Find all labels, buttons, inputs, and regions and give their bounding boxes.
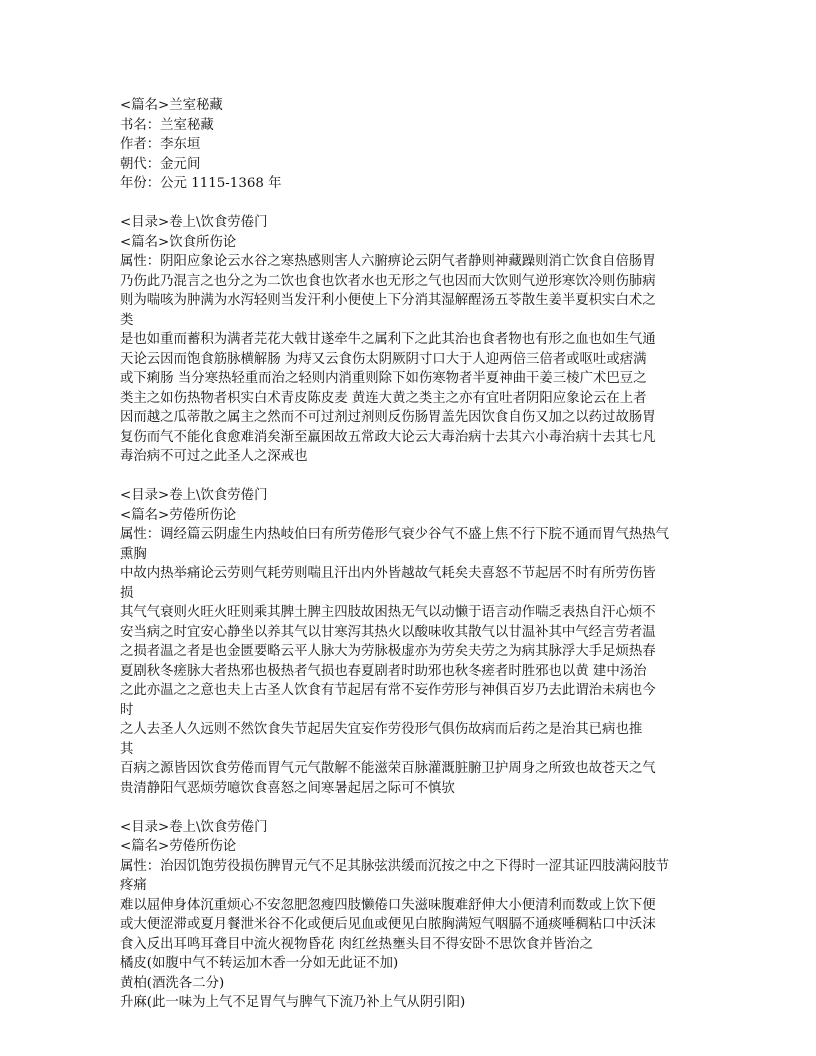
text-line: 年份：公元 1115-1368 年: [120, 176, 282, 191]
sections-container: [120, 213, 696, 1013]
text-line: 因而越之瓜蒂散之属主之然而不可过剂过剂则反伤肠胃盖先因饮食自伤又加之以药过故肠胃: [120, 410, 656, 425]
blank-line: [120, 467, 696, 487]
text-line: 时: [120, 702, 134, 718]
text-line: 属性：治因饥饱劳役损伤脾胃元气不足其脉弦洪缓而沉按之中之下得时一涩其证四肢满闷肢节: [120, 858, 670, 874]
text-line: 安当病之时宜安心静坐以养其气以甘寒泻其热火以酸味收其散气以甘温补其中气经言劳者温: [120, 624, 656, 640]
text-line: 之损者温之者是也金匮要略云平人脉大为劳脉极虚亦为劳矣夫劳之为病其脉浮大手足烦热春: [120, 644, 656, 659]
text-line: 食入反出耳鸣耳聋目中流火视物昏花 肉红丝热壅头目不得安卧不思饮食并皆治之: [120, 936, 593, 952]
toc-line: <目录>卷上\饮食劳倦门: [120, 819, 268, 835]
text-line: 中故内热举痛论云劳则气耗劳则喘且汗出内外皆越故气耗矣夫喜怒不节起居不时有所劳伤皆: [120, 566, 656, 581]
section-title: <篇名>饮食所伤论: [120, 234, 237, 250]
text-line: 类: [120, 312, 134, 328]
text-line: 朝代：金元间: [120, 156, 201, 172]
text-line: 疼痛: [120, 878, 147, 893]
text-line: 乃伤此乃混言之也分之为二饮也食也饮者水也无形之气也因而大饮则气逆形寒饮冷则伤肺病: [120, 273, 656, 289]
section: [120, 486, 696, 798]
text-line: 类主之如伤热物者枳实白术青皮陈皮麦 黄连大黄之类主之亦有宜吐者阴阳应象论云在上者: [120, 390, 647, 406]
toc-line: <目录>卷上\饮食劳倦门: [120, 215, 268, 230]
text-line: 橘皮(如腹中气不转运加木香一分如无此证不加): [120, 956, 399, 971]
text-line: <篇名>兰室秘藏: [120, 98, 223, 113]
text-line: 作者：李东垣: [120, 137, 201, 152]
text-line: 书名：兰室秘藏: [120, 117, 214, 133]
text-line: 属性：调经篇云阴虚生内热岐伯曰有所劳倦形气衰少谷气不盛上焦不行下脘不通而胃气热热气: [120, 527, 670, 542]
text-line: 或大便涩滞或夏月餐泄米谷不化或便后见血或便见白脓胸满短气咽膈不通痰唾稠粘口中沃沫: [120, 917, 656, 932]
section: [120, 818, 696, 1013]
text-line: 夏剧秋冬瘥脉大者热邪也极热者气损也春夏剧者时助邪也秋冬瘥者时胜邪也以黄 建中汤治: [120, 663, 647, 679]
text-line: 贵清静阳气恶烦劳噫饮食喜怒之间寒暑起居之际可不慎欤: [120, 780, 455, 796]
text-line: 毒治病不可过之此圣人之深戒也: [120, 449, 308, 464]
text-line: 损: [120, 585, 134, 601]
text-line: 其气气衰则火旺火旺则乘其脾土脾主四肢故困热无气以动懒于语言动作喘乏表热自汗心烦不: [120, 605, 656, 620]
section-title: <篇名>劳倦所伤论: [120, 507, 237, 523]
text-line: 天论云因而饱食筋脉横解肠 为痔又云食伤太阴厥阴寸口大于人迎两倍三倍者或呕吐或痞满: [120, 351, 647, 367]
text-line: 黄柏(酒洗各二分): [120, 975, 225, 991]
text-line: 复伤而气不能化食愈难消矣渐至羸困故五常政大论云大毒治病十去其六小毒治病十去其七凡: [120, 429, 656, 445]
text-line: 之人去圣人久远则不然饮食失节起居失宜妄作劳役形气俱伤故病而后药之是治其已病也推: [120, 722, 643, 737]
text-line: 或下痢肠 当分寒热轻重而治之轻则内消重则除下如伤寒物者半夏神曲干姜三棱广术巴豆之: [120, 371, 647, 386]
text-line: 则为喘咳为肿满为水泻轻则当发汗利小便使上下分消其湿解酲汤五苓散生姜半夏枳实白术之: [120, 293, 656, 308]
blank-line: [120, 798, 696, 818]
blank-line: [120, 194, 696, 214]
text-line: 升麻(此一味为上气不足胃气与脾气下流乃补上气从阴引阳): [120, 995, 466, 1010]
text-line: 熏胸: [120, 546, 147, 562]
section: [120, 213, 696, 467]
text-line: 其: [120, 741, 134, 757]
document-page: [120, 96, 696, 1013]
text-line: 之此亦温之之意也夫上古圣人饮食有节起居有常不妄作劳形与神俱百岁乃去此谓治未病也今: [120, 683, 656, 698]
section-title: <篇名>劳倦所伤论: [120, 839, 237, 854]
toc-line: <目录>卷上\饮食劳倦门: [120, 488, 268, 503]
text-line: 属性：阴阳应象论云水谷之寒热感则害人六腑痹论云阴气者静则神藏躁则消亡饮食自倍肠胃: [120, 254, 656, 269]
text-line: 百病之源皆因饮食劳倦而胃气元气散解不能滋荣百脉灌溉脏腑卫护周身之所致也故苍天之气: [120, 761, 656, 776]
text-line: 是也如重而蓄积为满者芫花大戟甘遂牵牛之属利下之此其治也食者物也有形之血也如生气通: [120, 332, 656, 347]
text-line: 难以屈伸身体沉重烦心不安忽肥忽瘦四肢懒倦口失滋味腹难舒伸大小便清利而数或上饮下便: [120, 897, 656, 913]
